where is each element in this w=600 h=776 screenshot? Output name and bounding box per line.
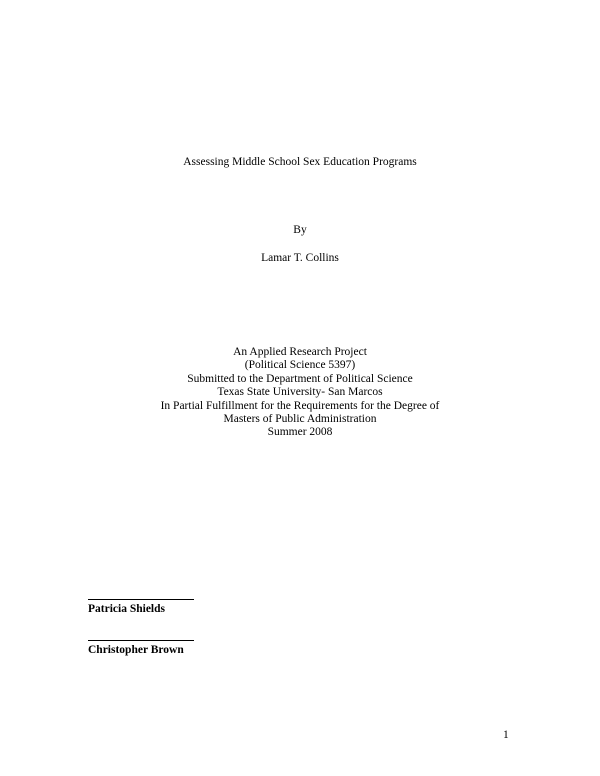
project-description <box>0 346 600 440</box>
signatory-name: Patricia Shields <box>88 603 165 615</box>
project-line: Texas State University- San Marcos <box>217 386 383 399</box>
document-title: Assessing Middle School Sex Education Programs <box>183 156 417 168</box>
project-line: Summer 2008 <box>267 426 333 439</box>
project-line: An Applied Research Project <box>233 346 367 358</box>
project-line: Masters of Public Administration <box>223 413 377 426</box>
project-line: (Political Science 5397) <box>244 359 356 372</box>
signature-line <box>88 640 194 641</box>
project-line: In Partial Fulfillment for the Requirements for the Degree of <box>160 399 440 412</box>
signature-line <box>88 599 194 600</box>
signatory-name: Christopher Brown <box>88 644 184 656</box>
page-number: 1 <box>503 729 509 741</box>
signature-block <box>88 599 194 616</box>
project-line: Submitted to the Department of Political Science <box>187 372 413 385</box>
signature-block <box>88 640 194 657</box>
by-label: By <box>293 224 307 236</box>
author-name: Lamar T. Collins <box>261 252 339 264</box>
